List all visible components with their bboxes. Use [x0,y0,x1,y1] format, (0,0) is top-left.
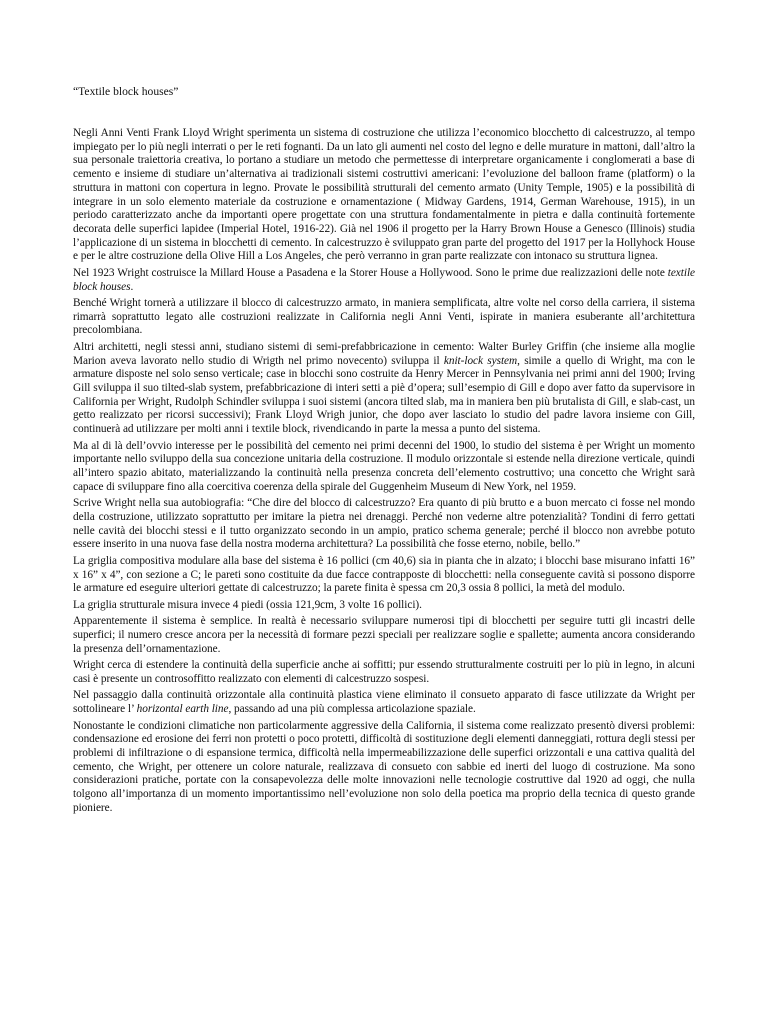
text-run: Nonostante le condizioni climatiche non particolarmente aggressive della California, il sistema come realizzato presentò diversi problemi: condensazione ed erosione dei ferri non protetti o poco protetti, difficoltà di sostituzione degli elementi danneggiati, rottura degli stessi per problemi di infiltrazione o di espansione termica, difficoltà nella impermeabilizzazione delle superfici orizzontali e una cattiva qualità del cemento, che Wright, per ottenere un colore naturale, realizzava di consueto con sabbie ed inerti del luogo di costruzione. Ma sono considerazioni pratiche, portate con la consapevolezza delle molte innovazioni nelle tecnologie costruttive dal 1920 ad oggi, che nulla tolgono all’importanza di un momento importantissimo nell’evoluzione non solo della poetica ma proprio della tecnica di questo grande pioniere. [73,719,695,814]
paragraph [73,599,695,613]
text-run: Nel passaggio dalla continuità orizzontale alla continuità plastica viene eliminato il consueto apparato di fasce utilizzate da Wright per sottolineare l’ [73,689,695,716]
italic-term: textile block houses [73,266,695,293]
text-run: Nel 1923 Wright costruisce la Millard House a Pasadena e la Storer House a Hollywood. Sono le prime due realizzazioni delle note [73,266,668,279]
italic-term: horizontal earth line [136,703,229,716]
text-run: Altri architetti, negli stessi anni, studiano sistemi di semi-prefabbricazione in cemento: Walter Burley Griffin (che insieme alla moglie Marion aveva lavorato nello studio di Wrigth nel primo novecento) sviluppa il [73,340,695,367]
paragraph [73,267,695,294]
text-run: La griglia strutturale misura invece 4 piedi (ossia 121,9cm, 3 volte 16 pollici). [73,598,422,611]
document-title: “Textile block houses” [73,85,179,98]
paragraph [73,440,695,495]
text-run: Wright cerca di estendere la continuità della superficie anche ai soffitti; pur essendo strutturalmente costruiti per lo più in legno, in alcuni casi è presente un controsoffitto realizzato con elementi di calcestruzzo sospesi. [73,659,695,685]
text-run: , simile a quello di Wright, ma con le armature disposte nel solo senso verticale; case in blocchi sono costruite da Henry Mercer in Pennsylvania nei primi anni del 1900; Irving Gill sviluppa il suo tilted-slab system, prefabbricazione di interi setti a piè d’opera; sull’esempio di Gill e dopo aver fatto da supervisore in California per Wright, Rudolph Schindler sviluppa i suoi sistemi (ancora tilted slab, ma in maniera ben più brutalista di Gill, e slab-cast, un getto realizzato per ricorsi successivi); Frank Lloyd Wrigh junior, che dopo aver lasciato lo studio del padre lavora insieme con Gill, continuerà ad utilizzare per molti anni i textile block, rivendicando in parte la messa a punto del sistema. [73,354,695,436]
text-run: . [130,280,134,293]
paragraph [73,659,695,686]
text-run: Negli Anni Venti Frank Lloyd Wright sperimenta un sistema di costruzione che utilizza l’economico blocchetto di calcestruzzo, al tempo impiegato per lo più negli interrati o per le reti fognanti. Da un lato gli aumenti nel costo del legno e delle murature in mattoni, dall’altro la sua personale traiettoria creativa, lo portano a studiare un metodo che permettesse di interpretare organicamente i conglomerati a base di cemento e insieme di studiare un’alternativa ai tradizionali sistemi costruttivi americani: l’evoluzione del balloon frame (platform) o la struttura in mattoni con copertura in legno. Provate le possibilità strutturali del cemento armato (Unity Temple, 1905) e la possibilità di integrare in un solo elemento materiale da costruzione e ornamentazione ( Midway Gardens, 1914, German Warehouse, 1915), in un periodo caratterizzato anche da importanti opere progettate con una struttura fondamentalmente in pietra e dalla continuità fortemente decorata delle superfici lapidee (Imperial Hotel, 1916-22). Già nel 1906 il progetto per la Harry Brown House a Genesco (Illinois) studia l’applicazione di un sistema in blocchetti di cemento. In calcestruzzo è sviluppato gran parte del progetto del 1917 per la Hollyhock House e per le altre costruzione della Olive Hill a Los Angeles, che però verranno in gran parte realizzate con intonaco su struttura lignea. [73,127,695,263]
text-run: Apparentemente il sistema è semplice. In realtà è necessario sviluppare numerosi tipi di blocchetti per seguire tutti gli incastri delle superfici; il numero cresce ancora per la necessità di formare pezzi speciali per realizzare soglie e spallette; aumenta ancora considerando la presenza dell’ornamentazione. [73,615,695,655]
paragraph [73,341,695,437]
paragraph [73,497,695,552]
paragraph [73,720,695,816]
text-run: La griglia compositiva modulare alla base del sistema è 16 pollici (cm 40,6) sia in pianta che in alzato; i blocchi base misurano infatti 16” x 16” x 4”, con sezione a C; le pareti sono costituite da due facce contrapposte di blocchetti: nella conseguente cavità si possono disporre le armature ed eseguire ulteriori gettate di calcestruzzo; la parete finita è spessa cm 20,3 ossia 8 pollici, la metà del modulo. [73,554,695,595]
paragraph [73,297,695,338]
text-run: Scrive Wright nella sua autobiografia: “Che dire del blocco di calcestruzzo? Era quanto di più brutto e a buon mercato ci fosse nel mondo della costruzione, utilizzato soprattutto per imitare la pietra nei drenaggi. Perché non vederne altre potenzialità? Tondini di ferro gettati nelle cavità dei blocchi stessi e il tutto organizzato secondo in un ampio, pratico schema generale; perché il blocco non avrebbe potuto essere inserito in una nuova fase della nostra moderna architettura? La possibilità che fosse eterno, nobile, bello.” [73,497,695,551]
text-run: Ma al di là dell’ovvio interesse per le possibilità del cemento nei primi decenni del 1900, lo studio del sistema è per Wright un momento importante nello sviluppo della sua concezione unitaria della costruzione. Il modulo orizzontale si estende nella direzione verticale, quindi all’intero spazio abitato, materializzando la continuità nella presenza concreta dell’elemento costruttivo; una concetto che Wright sarà capace di sviluppare fino alla coercitiva coerenza della spirale del Guggenheim Museum di New York, nel 1959. [73,439,695,493]
paragraph [73,127,695,264]
text-run: Benché Wright tornerà a utilizzare il blocco di calcestruzzo armato, in maniera semplificata, altre volte nel corso della carriera, il sistema rimarrà soprattutto legato alle costruzioni realizzate in California negli Anni Venti, ispirate in maniera esuberante all’architettura precolombiana. [73,297,695,337]
paragraph [73,555,695,596]
paragraph [73,615,695,656]
text-run: , passando ad una più complessa articolazione spaziale. [228,703,476,716]
document-body [73,127,695,816]
italic-term: knit-lock system [443,354,518,367]
paragraph [73,689,695,716]
